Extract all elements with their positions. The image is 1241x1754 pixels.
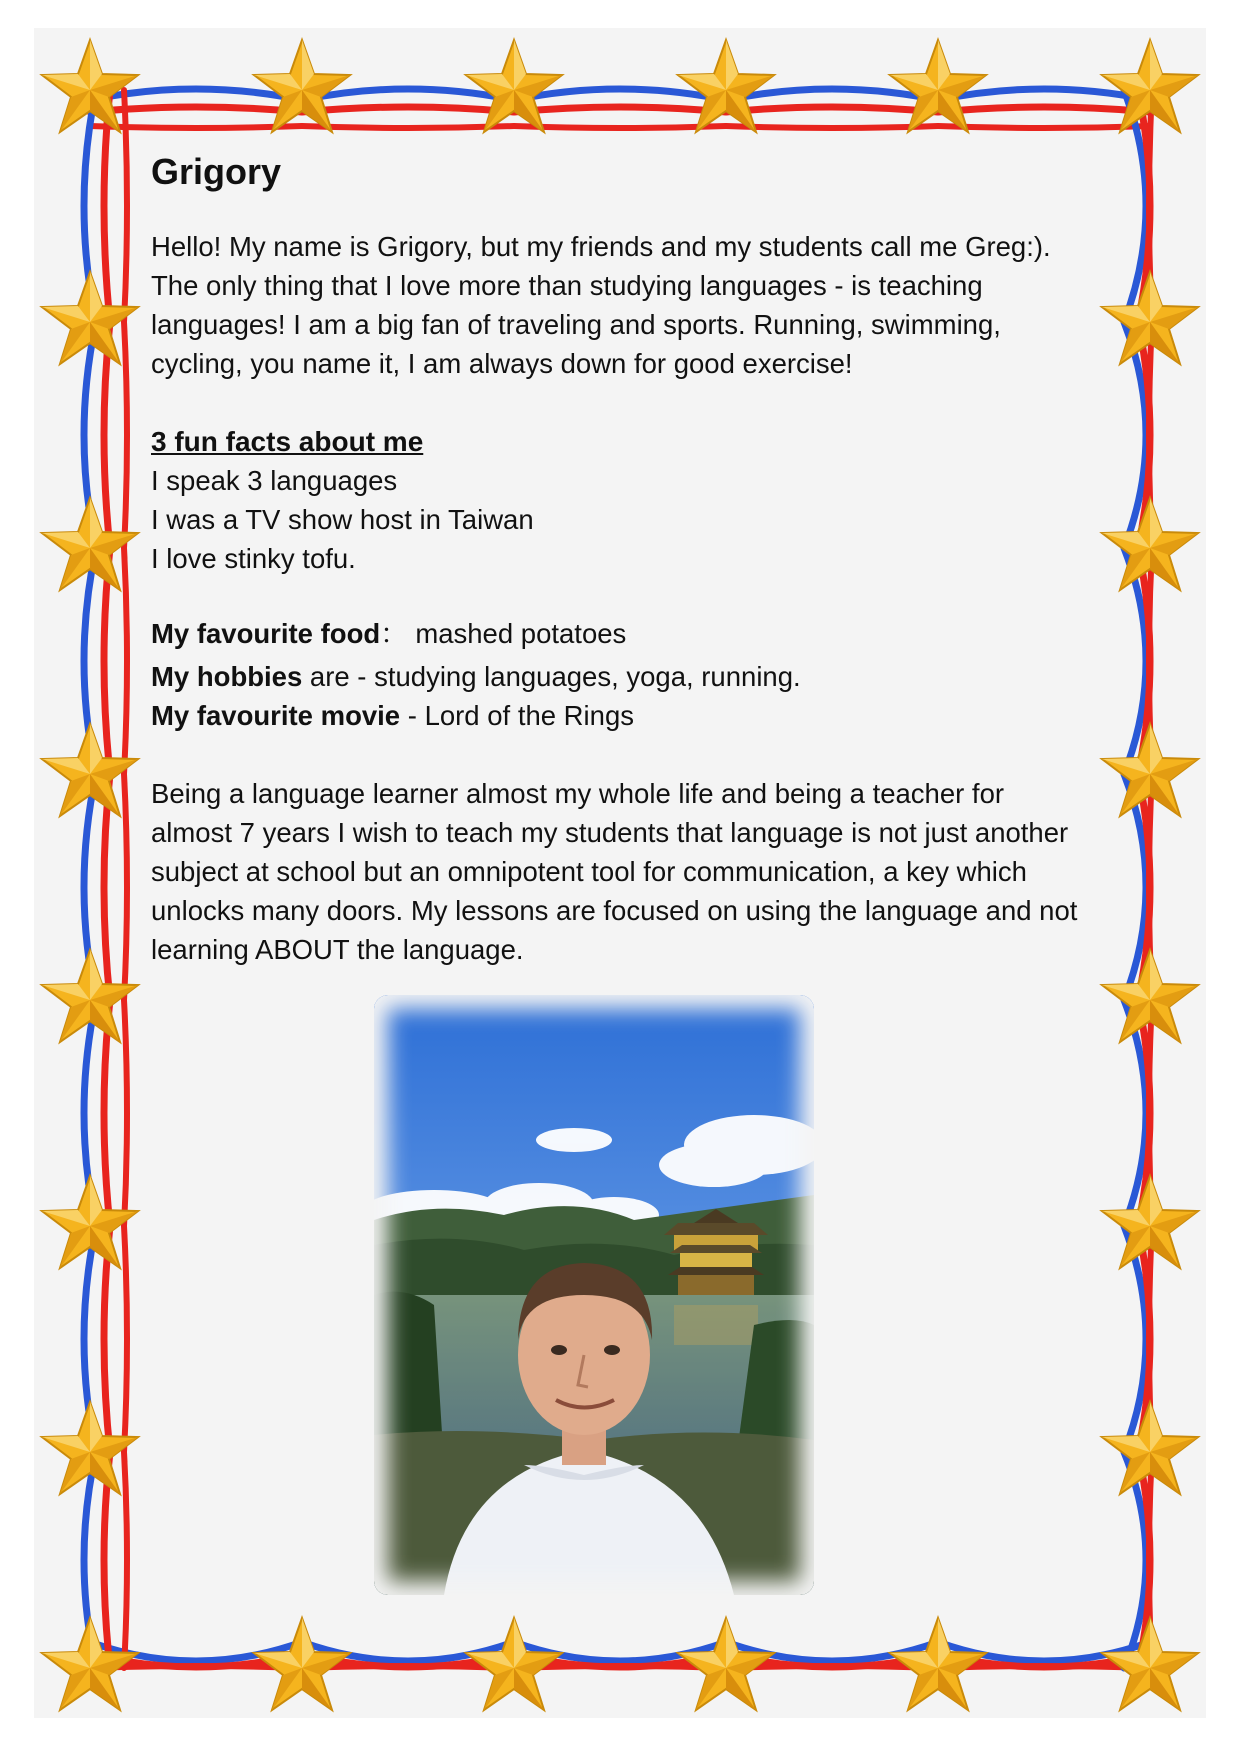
page-title: Grigory xyxy=(151,151,282,192)
star-icon xyxy=(466,40,562,132)
favourite-food xyxy=(151,614,626,653)
list-item: I speak 3 languages xyxy=(151,465,398,496)
favourite-movie-value: Lord of the Rings xyxy=(424,700,634,731)
hobbies xyxy=(151,657,801,696)
list-item: I love stinky tofu. xyxy=(151,543,356,574)
fun-facts-list xyxy=(151,461,534,578)
favourite-food-value: mashed potatoes xyxy=(415,618,627,649)
profile-photo xyxy=(374,995,814,1595)
favourite-food-sep: ： xyxy=(380,618,416,649)
intro-paragraph: Hello! My name is Grigory, but my friends and my students call me Greg:). The only thing that I love more than studying languages - is teaching languages! I am a big fan of traveling and sports. Running, swimming, cycling, you name it, I am always down for good exercise! xyxy=(151,231,1051,379)
hobbies-sep: are - xyxy=(302,661,375,692)
star-icon xyxy=(466,1618,562,1710)
fun-facts-heading: 3 fun facts about me xyxy=(151,426,424,457)
star-icon xyxy=(254,1618,350,1710)
favourite-movie xyxy=(151,696,634,735)
hobbies-label: My hobbies xyxy=(151,661,303,692)
favourite-movie-sep: - xyxy=(400,700,425,731)
hobbies-value: studying languages, yoga, running. xyxy=(374,661,801,692)
star-icon xyxy=(890,40,986,132)
favourite-movie-label: My favourite movie xyxy=(151,700,401,731)
star-icon xyxy=(678,1618,774,1710)
star-icon xyxy=(678,40,774,132)
star-icon xyxy=(254,40,350,132)
star-icon xyxy=(1102,1618,1198,1710)
favourite-food-label: My favourite food xyxy=(151,618,381,649)
star-icon xyxy=(890,1618,986,1710)
list-item: I was a TV show host in Taiwan xyxy=(151,504,534,535)
teaching-paragraph: Being a language learner almost my whole life and being a teacher for almost 7 years I wish to teach my students that language is not just another subject at school but an omnipotent tool for communication, a key which unlocks many doors. My lessons are focused on using the language and not learning ABOUT the language. xyxy=(151,778,1078,965)
